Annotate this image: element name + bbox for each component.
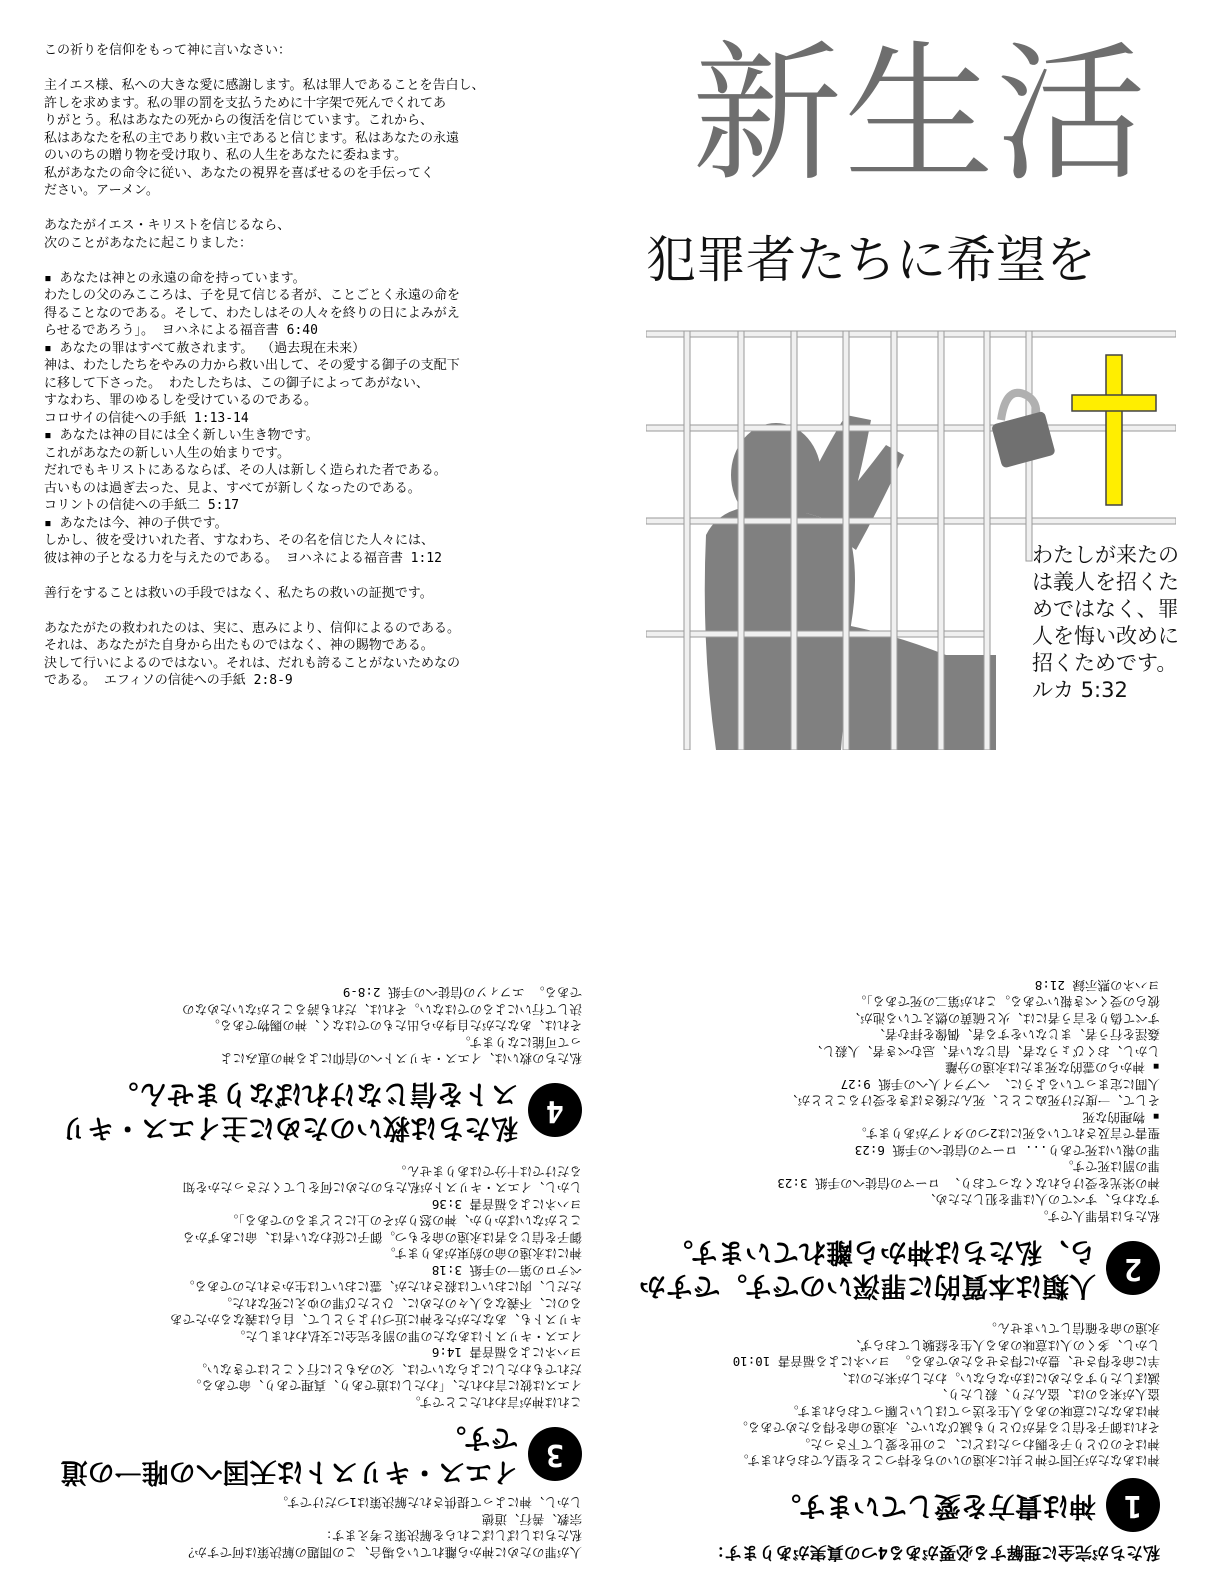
inner-panel-right — [620, 820, 1160, 1560]
ephesians-quote: あなたがたの救われたのは、実に、恵みにより、信仰によるのである。 それは、あなたがた自身から出たものではなく、神の賜物である。 決して行いによるのではない。それは、だれも誇ることがないためなの である。 エフィソの信徒への手紙 2:8-9 — [44, 620, 461, 688]
cover-subtitle: 犯罪者たちに希望を — [646, 231, 1096, 289]
after-intro: あなたがイエス・キリストを信じるなら、 次のことがあなたに起こりました： — [44, 218, 291, 251]
section-1-heading: 神は貴方を愛しています。 — [774, 1490, 1096, 1522]
section-4 — [42, 984, 582, 1145]
prayer-text: 主イエス様、私への大きな愛に感謝します。私は罪人であることを告白し、 許しを求めます。私の罪の罰を支払うために十字架で死んでくれてあ りがとう。私はあなたの死からの復活を信じています。これから、 私はあなたを私の主であり救い主であると信じます。私はあなたの永遠 のいのちの贈り物を受け取り、私の人生をあなたに委ねます。 私があなたの命令に従い、あなたの視界を喜ばせるのを手伝ってく ださい。アーメン。 — [44, 78, 485, 198]
section-2-number: 2 — [1106, 1241, 1160, 1295]
section-1-body: 神はあなたが天国で神と共に永遠のいのちを持つことを望んでおられます。 神はそのひとり子を賜わったほどに、この世を愛して下さった。 それは御子を信じる者がひとりも滅びないで、永遠の命を得るためである。 神はあなたに意味のある人生を送ってほしいと願っておられます。 盗人が来るのは、盗んだり、殺したり、 滅ぼしたりするためにほかならない。わたしが来たのは、 羊に命を得させ、豊かに得させるためである。 ヨハネによる福音書 10:10 しかし、多くの人は意味のある人生を経験しておらず、 永遠の命を確信していません。 — [732, 1321, 1160, 1469]
section-1-number: 1 — [1106, 1479, 1160, 1533]
cover-verse: わたしが来たのは義人を招くためではなく、罪人を悔い改めに招くためです。ルカ 5:32 — [1032, 543, 1179, 702]
section-3-number: 3 — [528, 1427, 582, 1481]
solution-lead: 人が罪のために神から離れている場合、この問題の解決策は何ですか？ 私たちはしばしばこれらを解決策と考えます： 宗教、善行、道徳 しかし、神によって提供された解決策は1つだけです。 — [181, 1495, 582, 1560]
section-2-heading: 人類は本質的に罪深いのです。ですから、私たちは神から離れています。 — [639, 1236, 1096, 1301]
section-4-body: 私たちの救いは、イエス・キリストへの信仰による神の恵みによ って可能になります。 それは、あなたがた自身から出たものではなく、神の賜物である。 決して行いによるのではない。それは、だれも誇ることがないためなの である。 エフィソの信徒への手紙 2:8-9 — [181, 985, 582, 1067]
section-3 — [42, 1163, 582, 1489]
cover-title: 新生活 — [691, 28, 1148, 202]
section-4-number: 4 — [528, 1084, 582, 1138]
section-2-body: 私たちは皆罪人です。 すなわち、すべての人は罪を犯したため、 神の栄光を受けられなくなっており、 ローマの信徒への手紙 3:23 罪の罰は死です。 罪の報いは死であり... ローマの信徒への手紙 6:23 聖書で言及されている死には2つのタイプがあります。 ▪ 物理的な死 そして、一度だけ死ぬことと、死んだ後さばきを受けることとが、 人間に定まっているように、 ヘブライ人への手紙 9:27 ▪ 神からの霊的な死または永遠の分離 しかし、おくびょうな者、信じない者、忌むべき者、人殺し、 姦淫を行う者、まじないをする者、偶像を拝む者、 すべて偽りを言う者には、火と硫黄の燃えている池が、 彼らの受くべき報いである。これが第二の死である」。 ヨハネの黙示録 21:8 — [777, 978, 1160, 1224]
section-3-heading: イエス・キリストは天国への唯一の道です。 — [60, 1422, 518, 1487]
prayer-block — [44, 42, 604, 707]
section-2 — [620, 977, 1160, 1303]
prayer-intro: この祈りを信仰をもって神に言いなさい： — [44, 43, 292, 58]
assurance-points: ▪ あなたは神との永遠の命を持っています。 わたしの父のみこころは、子を見て信じる者が、ことごとく永遠の命を 得ることなのである。そして、わたしはその人々を終りの日によみがえ らせるであろう」。 ヨハネによる福音書 6:40 ▪ あなたの罪はすべて赦されます。 （過去現在未来） 神は、わたしたちをやみの力から救い出して、その愛する御子の支配下 に移して下さった。 わたしたちは、この御子によってあがない、 すなわち、罪のゆるしを受けているのである。 コロサイの信徒への手紙 1:13-14 ▪ あなたは神の目には全く新しい生き物です。 これがあなたの新しい人生の始まりです。 だれでもキリストにあるならば、その人は新しく造られた者である。 古いものは過ぎ去った、見よ、すべてが新しくなったのである。 コリントの信徒への手紙二 5:17 ▪ あなたは今、神の子供です。 しかし、彼を受けいれた者、すなわち、その名を信じた人々には、 彼は神の子となる力を与えたのである。 ヨハネによる福音書 1:12 — [44, 270, 461, 566]
prisoner-silhouette — [705, 415, 996, 750]
truths-intro: 私たちが完全に理解する必要がある4つの真実があります： — [707, 1542, 1160, 1562]
good-works-note: 善行をすることは救いの手段ではなく、私たちの救いの証拠です。 — [44, 585, 433, 601]
padlock-icon — [991, 393, 1056, 469]
inner-panel-left — [42, 820, 582, 1560]
section-4-heading: 私たちは救いのために主イエス・キリストを信じなければなりません。 — [60, 1078, 518, 1144]
section-3-body: これは神が言われたことです。 イエスは彼に言われた、「わたしは道であり、真理であり、命である。 だれでもわたしによらないでは、父のみもとに行くことはできない。 ヨハネによる福音書 14:6 イエス・キリストはあなたの罪の罰を完全に支払われました。 キリストも、あなたがたを神に近づけようとして、自らは義なるかたであ るのに、不義なる人々のために、ひとたび罪のゆえに死なれた。 ただし、肉においては殺されたが、霊においては生かされたのである。 ペテロの第一の手紙 3:18 神には永遠の命の約束があります。 御子を信じる者は永遠の命をもつ。御子に従わない者は、命にあずかる ことがないばかりか、神の怒りがその上にとどまるのである」。 ヨハネによる福音書 3:36 しかし、イエス・キリストが私たちのために何をしてくださったかを知 るだけでは十分ではありません。 — [169, 1164, 582, 1410]
section-1 — [620, 1320, 1160, 1533]
